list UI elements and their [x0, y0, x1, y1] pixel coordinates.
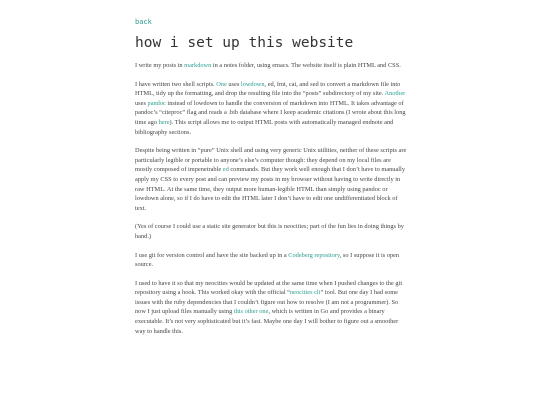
page-title: how i set up this website: [135, 35, 354, 51]
inline-link[interactable]: Codeberg repository: [288, 251, 340, 259]
back-link[interactable]: back: [135, 18, 152, 26]
paragraph: [135, 146, 407, 213]
inline-link[interactable]: lowdown: [240, 80, 265, 88]
inline-link[interactable]: ed: [222, 166, 229, 174]
text-run: ). This script allows me to output HTML posts with automatically managed endnote and bibliography sections.: [135, 118, 394, 136]
text-run: I have written two shell scripts.: [135, 80, 217, 88]
text-run: (Yes of course I could use a static site generator but this is neocities; part of the fun lies in doing things by hand.): [135, 223, 404, 240]
paragraph: [135, 222, 407, 241]
text-run: instead of lowdown to handle the conversion of markdown into HTML. It takes advantage of pandoc’s “citeproc” flag and reads a .bib database where I keep academic citations (I wrote about this long time ago: [135, 99, 406, 126]
text-run: I used to have it so that my neocities would be updated at the same time when I pushed changes to the git repository using a hook. This worked okay with the official “: [135, 279, 403, 297]
text-run: Despite being written in “pure” Unix shell and using very generic Unix utilities, neither of these scripts are particularly legible or portable to anyone’s else’s computer though: they depend on my local files are mostly composed of impenetrable: [135, 147, 407, 174]
text-run: ” tool. But one day I had some issues with the ruby dependencies that I couldn’t figure out how to resolve (I am not a programmer). So now I just upload files manually using: [135, 289, 399, 316]
inline-link[interactable]: here: [158, 118, 170, 126]
inline-link[interactable]: neocities cli: [289, 289, 321, 297]
article-body: [135, 61, 407, 336]
text-run: I use git for version control and have the site backed up in a: [135, 251, 289, 259]
paragraph: [135, 279, 407, 337]
inline-link[interactable]: One: [216, 80, 227, 88]
text-run: , so I suppose it is open source.: [135, 251, 400, 269]
text-run: in a notes folder, using emacs. The website itself is plain HTML and CSS.: [211, 62, 401, 69]
inline-link[interactable]: Another: [384, 90, 406, 98]
text-run: uses: [226, 80, 241, 88]
text-run: commands. But they work well enough that I don’t have to manually apply my CSS to every post and can preview my posts in my browser without having to write directly in raw HTML. At the same time, they output more human-legible HTML than simply using pandoc or lowdown alone, so if I do have to edit the HTML later I don’t have to edit one undifferentiated block of text.: [135, 166, 405, 212]
article: [135, 11, 407, 345]
inline-link[interactable]: pandoc: [147, 99, 166, 107]
text-run: uses: [135, 99, 148, 107]
paragraph: [135, 80, 407, 138]
paragraph: [135, 61, 407, 71]
inline-link[interactable]: markdown: [184, 62, 212, 69]
inline-link[interactable]: this other one: [233, 308, 269, 316]
paragraph: [135, 251, 407, 270]
text-run: , which is written in Go and provides a binary executable. It’s not very sophisticated but it’s fast. Maybe one day I will bother to figure out a smoother way to handle this.: [135, 308, 399, 335]
text-run: , ed, fmt, cat, and sed to convert a markdown file into HTML, tidy up the formatting, and drop the resulting file into the “posts” subdirectory of my site.: [135, 80, 401, 98]
text-run: I write my posts in: [135, 62, 185, 69]
